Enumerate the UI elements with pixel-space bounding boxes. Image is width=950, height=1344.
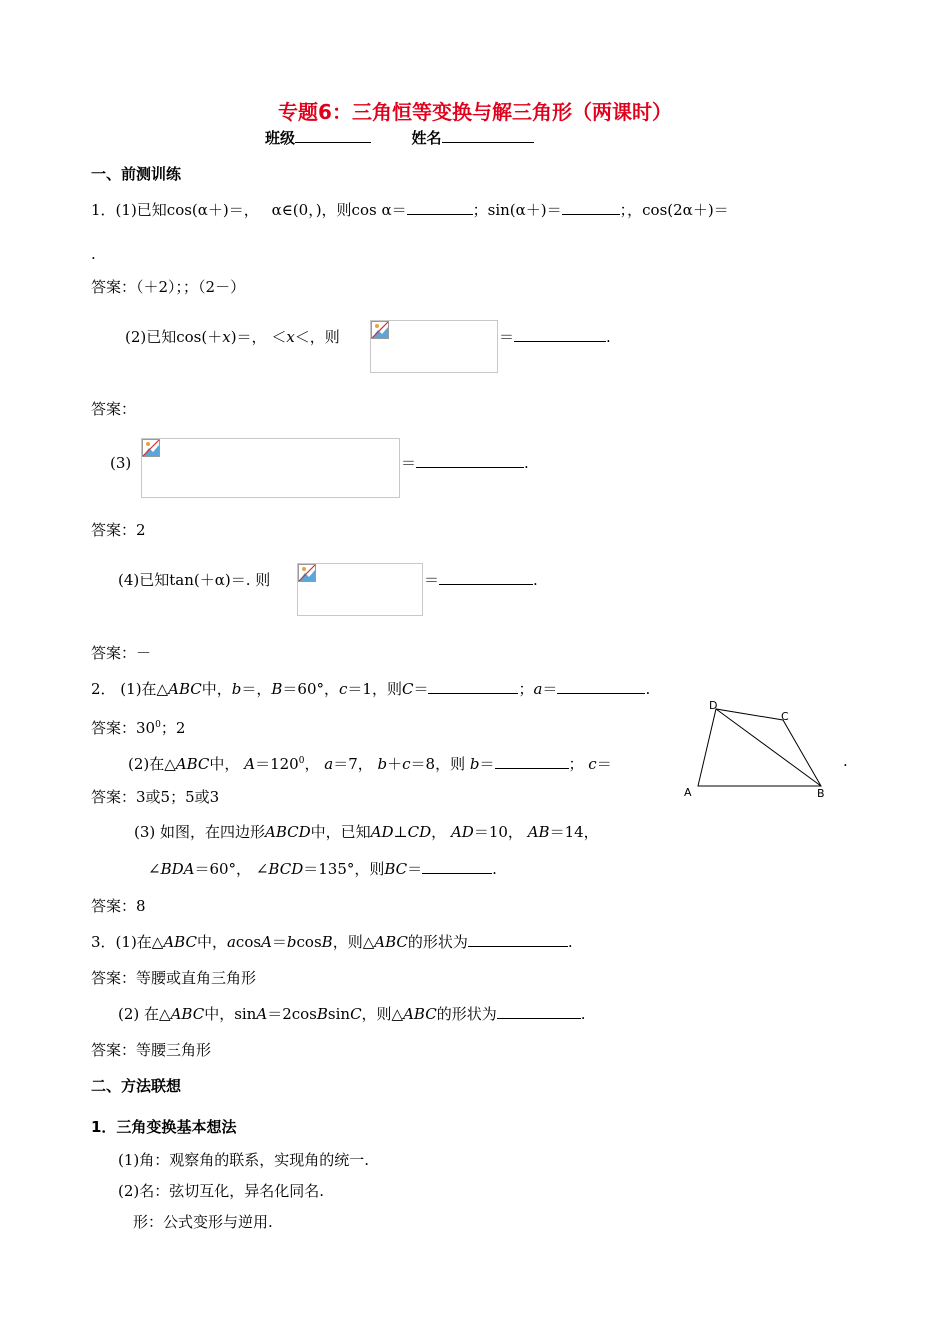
name-label: 姓名 — [411, 129, 442, 147]
vertex-label-C: C — [781, 710, 789, 723]
answer-blank — [416, 453, 524, 468]
class-blank — [295, 128, 371, 143]
question-1-2: (2)已知cos(＋x)＝， ＜x＜，则 — [125, 328, 340, 346]
answer-2-2: 答案：3或5；5或3 — [91, 788, 220, 806]
section-heading-2: 二、方法联想 — [91, 1077, 182, 1095]
formula-image-3 — [297, 563, 423, 616]
answer-2-1: 答案：$30^0$；2 — [91, 719, 186, 737]
class-label: 班级 — [265, 129, 296, 147]
answer-blank — [562, 200, 620, 215]
formula-image-1 — [370, 320, 498, 373]
answer-2-3: 答案：8 — [91, 897, 146, 915]
quadrilateral-figure — [680, 698, 830, 802]
answer-1-1: 答案：（＋2）；；（2－） — [91, 278, 246, 296]
answer-blank — [439, 570, 533, 585]
method-2: (2)名：弦切互化，异名化同名. — [118, 1182, 325, 1200]
answer-blank — [514, 327, 606, 342]
answer-blank — [497, 1004, 581, 1019]
answer-blank — [557, 679, 645, 694]
answer-3-1: 答案：等腰或直角三角形 — [91, 969, 257, 987]
broken-image-icon — [298, 564, 316, 582]
subsection-heading-1: 1．三角变换基本想法 — [91, 1118, 237, 1136]
section-heading-1: 一、前测训练 — [91, 165, 182, 183]
question-1-3-tail: ＝ . — [401, 454, 529, 472]
answer-3-2: 答案：等腰三角形 — [91, 1041, 212, 1059]
question-3-1: 3．(1)在△ABC中，acosA＝bcosB，则△ABC的形状为 . — [91, 933, 573, 951]
method-1: (1)角：观察角的联系，实现角的统一. — [118, 1151, 370, 1169]
broken-image-icon — [142, 439, 160, 457]
vertex-label-A: A — [684, 786, 692, 799]
question-1-3: (3) — [110, 454, 132, 472]
question-3-2: (2) 在△ABC中，sinA＝2cosBsinC，则△ABC的形状为 . — [118, 1005, 586, 1023]
answer-1-3: 答案：2 — [91, 521, 146, 539]
question-2-1: 2． (1)在△ABC中，b＝，B＝60°，c＝1，则C＝ ；a＝ . — [91, 680, 651, 698]
vertex-label-D: D — [709, 699, 718, 712]
answer-blank — [428, 679, 518, 694]
answer-blank — [495, 754, 569, 769]
broken-image-icon — [371, 321, 389, 339]
question-1-2-tail: ＝ . — [499, 328, 611, 346]
method-3: 形：公式变形与逆用. — [133, 1213, 273, 1231]
answer-blank — [422, 859, 492, 874]
page-title: 专题6：三角恒等变换与解三角形（两课时） — [278, 100, 672, 124]
header-fields — [265, 128, 534, 148]
answer-blank — [407, 200, 473, 215]
answer-1-2: 答案： — [91, 400, 137, 418]
answer-blank — [468, 932, 568, 947]
question-1-4: (4)已知tan(＋α)＝. 则 — [118, 571, 271, 589]
name-blank — [442, 128, 534, 143]
question-2-2-dot: . — [843, 752, 848, 770]
formula-image-2 — [141, 438, 400, 498]
question-1-4-tail: ＝ . — [424, 571, 538, 589]
question-2-2: (2)在△ABC中， $A=120^0$， a＝7， b＋c＝8，则 b＝ ； c＝ — [128, 755, 612, 773]
question-1-1-dot: . — [91, 245, 96, 263]
question-2-3-cont: ∠BDA＝60°， ∠BCD＝135°，则BC＝ . — [148, 860, 497, 878]
answer-1-4: 答案：－ — [91, 644, 152, 662]
question-2-3: (3) 如图，在四边形ABCD中，已知AD⊥CD， AD＝10， AB＝14， — [134, 823, 599, 841]
question-1-1: 1．(1)已知cos(α＋)＝， α∈(0，)，则cos α＝ ；sin(α＋)＝ ；，cos(2α＋)＝ — [91, 201, 729, 219]
vertex-label-B: B — [817, 787, 825, 800]
